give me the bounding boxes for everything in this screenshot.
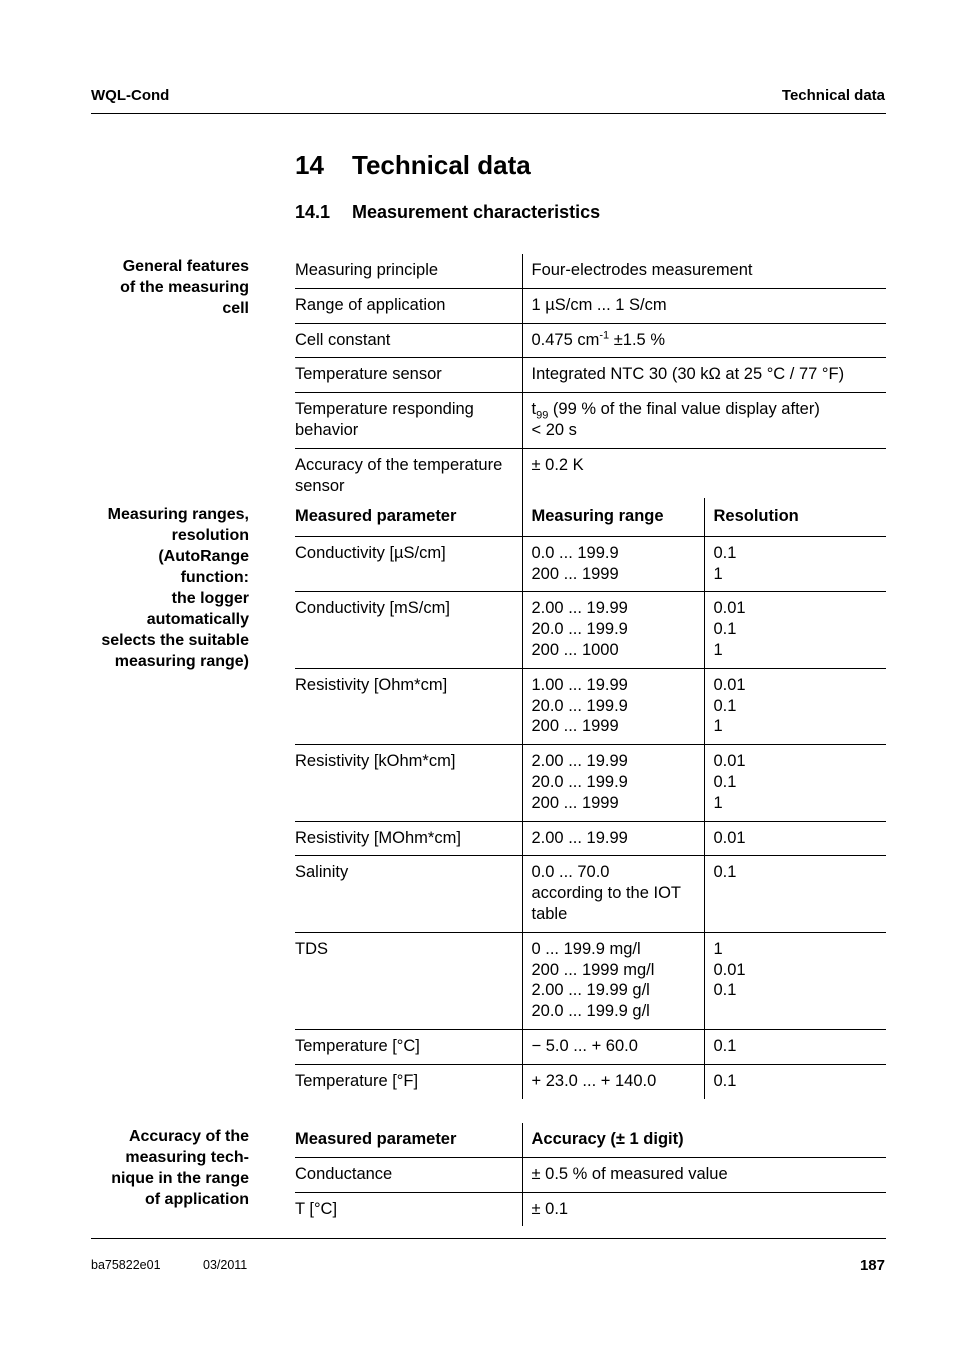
measuring-ranges-table xyxy=(295,498,886,1099)
document-id: ba75822e01 xyxy=(91,1258,161,1272)
resolution-cell: 0.1 xyxy=(704,1064,886,1098)
resolution-cell: 0.1 xyxy=(704,1029,886,1064)
running-header-left: WQL-Cond xyxy=(91,87,170,104)
value-text: t xyxy=(531,400,537,419)
chapter-title: Technical data xyxy=(352,150,531,180)
section-number: 14.1 xyxy=(295,202,331,222)
param-cell: Temperature responding behavior xyxy=(295,393,522,449)
running-header-right: Technical data xyxy=(781,87,885,104)
range-cell: + 23.0 ... + 140.0 xyxy=(522,1064,704,1098)
value-cell xyxy=(522,323,886,358)
value-cell: Integrated NTC 30 (30 kΩ at 25 °C / 77 °F) xyxy=(522,358,886,393)
page-number: 187 xyxy=(859,1257,885,1274)
range-cell: 0.0 ... 70.0 according to the IOT table xyxy=(522,856,704,932)
subscript: 99 xyxy=(536,409,549,422)
param-cell: T [°C] xyxy=(295,1192,522,1226)
param-cell: Resistivity [Ohm*cm] xyxy=(295,668,522,744)
resolution-cell: 0.01 0.1 1 xyxy=(704,592,886,668)
column-header: Accuracy (± 1 digit) xyxy=(522,1123,886,1157)
table-row xyxy=(295,536,886,592)
table-row xyxy=(295,592,886,668)
value-text: (99 % of the final value display after) < 20 s xyxy=(531,400,820,439)
param-cell: Temperature [°C] xyxy=(295,1029,522,1064)
table-row xyxy=(295,448,886,503)
param-cell: Measuring principle xyxy=(295,261,439,279)
table-row xyxy=(295,745,886,821)
value-cell xyxy=(522,393,886,449)
param-cell: Range of application xyxy=(295,288,522,323)
chapter-heading xyxy=(295,150,531,181)
resolution-cell: 1 0.01 0.1 xyxy=(704,932,886,1029)
range-cell: 0.0 ... 199.9 200 ... 1999 xyxy=(522,536,704,592)
side-label-general: General features of the measuring cell xyxy=(120,258,249,317)
param-cell: TDS xyxy=(295,932,522,1029)
table-row xyxy=(295,668,886,744)
document-date: 03/2011 xyxy=(203,1258,248,1272)
resolution-cell: 0.01 0.1 1 xyxy=(704,668,886,744)
table-row xyxy=(295,932,886,1029)
param-cell: Resistivity [kOhm*cm] xyxy=(295,745,522,821)
param-cell: Temperature sensor xyxy=(295,358,522,393)
footer-rule xyxy=(91,1238,886,1239)
param-cell: Resistivity [MOhm*cm] xyxy=(295,821,522,856)
table-row xyxy=(295,1192,886,1226)
value-cell: ± 0.2 K xyxy=(522,448,886,503)
exponent: -1 xyxy=(599,329,610,342)
range-cell: 1.00 ... 19.99 20.0 ... 199.9 200 ... 1999 xyxy=(522,668,704,744)
section-title: Measurement characteristics xyxy=(352,202,601,222)
value-cell: 1 µS/cm ... 1 S/cm xyxy=(522,288,886,323)
resolution-cell: 0.1 1 xyxy=(704,536,886,592)
table-row xyxy=(295,1029,886,1064)
resolution-cell: 0.01 0.1 1 xyxy=(704,745,886,821)
general-features-table xyxy=(295,254,886,503)
param-cell: Salinity xyxy=(295,856,522,932)
table-row xyxy=(295,358,886,393)
resolution-cell: 0.01 xyxy=(704,821,886,856)
side-label-accuracy: Accuracy of the measuring tech- nique in the range of application xyxy=(111,1128,249,1208)
table-row xyxy=(295,323,886,358)
param-cell: Cell constant xyxy=(295,323,522,358)
table-row xyxy=(295,288,886,323)
column-header: Resolution xyxy=(704,498,886,536)
param-cell: Accuracy of the temperature sensor xyxy=(295,448,522,503)
table-row xyxy=(295,254,886,288)
param-cell: Conductivity [µS/cm] xyxy=(295,536,522,592)
table-header-row xyxy=(295,1123,886,1157)
table-header-row xyxy=(295,498,886,536)
side-label-ranges: Measuring ranges, resolution (AutoRange function: the logger automatically selects the suitable measuring range) xyxy=(101,506,249,670)
range-cell: 2.00 ... 19.99 20.0 ... 199.9 200 ... 1000 xyxy=(522,592,704,668)
chapter-number: 14 xyxy=(295,150,324,180)
column-header: Measuring range xyxy=(522,498,704,536)
range-cell: − 5.0 ... + 60.0 xyxy=(522,1029,704,1064)
table-row xyxy=(295,856,886,932)
accuracy-table xyxy=(295,1123,886,1226)
table-row xyxy=(295,1157,886,1192)
column-header: Measured parameter xyxy=(295,1123,522,1157)
value-text: ±1.5 % xyxy=(609,330,665,349)
header-rule xyxy=(91,113,886,114)
param-cell: Conductivity [mS/cm] xyxy=(295,592,522,668)
range-cell: 2.00 ... 19.99 20.0 ... 199.9 200 ... 1999 xyxy=(522,745,704,821)
range-cell: 0 ... 199.9 mg/l 200 ... 1999 mg/l 2.00 ... 19.99 g/l 20.0 ... 199.9 g/l xyxy=(522,932,704,1029)
value-cell: ± 0.5 % of measured value xyxy=(522,1157,886,1192)
value-cell: ± 0.1 xyxy=(522,1192,886,1226)
value-cell: Four-electrodes measurement xyxy=(522,254,886,288)
range-cell: 2.00 ... 19.99 xyxy=(522,821,704,856)
param-cell: Conductance xyxy=(295,1157,522,1192)
value-text: 0.475 cm xyxy=(531,330,600,349)
table-row xyxy=(295,821,886,856)
table-row xyxy=(295,1064,886,1098)
column-header: Measured parameter xyxy=(295,498,522,536)
param-cell: Temperature [°F] xyxy=(295,1064,522,1098)
table-row xyxy=(295,393,886,449)
resolution-cell: 0.1 xyxy=(704,856,886,932)
section-heading xyxy=(295,202,600,223)
